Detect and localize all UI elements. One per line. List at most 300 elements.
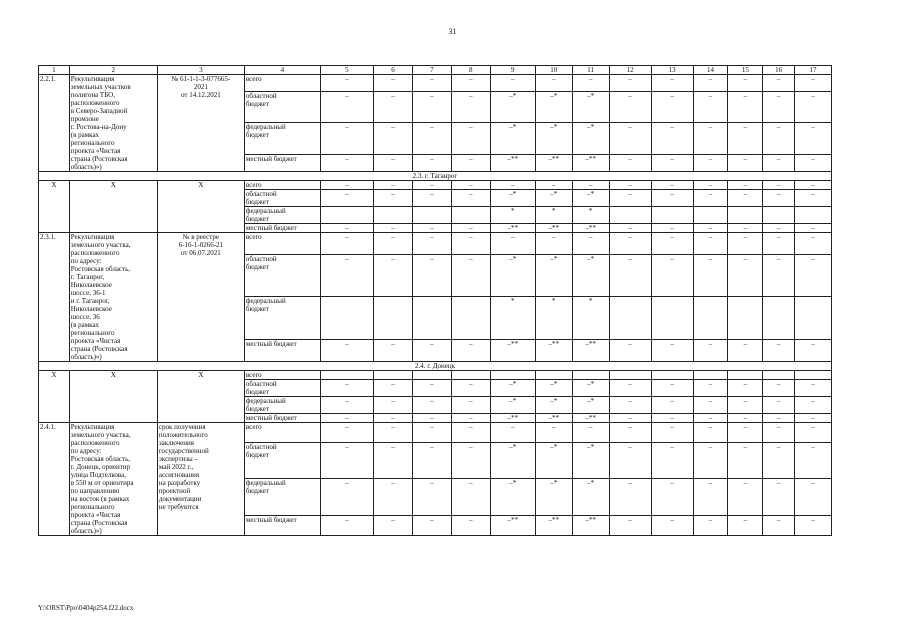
value-cell: – [451, 123, 490, 155]
value-cell: – [412, 516, 451, 536]
value-cell: – [763, 75, 795, 92]
value-cell: – [451, 414, 490, 423]
funding-source [244, 75, 320, 92]
column-number: 16 [763, 66, 795, 75]
value-cell: – [795, 123, 832, 155]
funding-source-line: бюджет [245, 487, 269, 496]
funding-source-line: местный бюджет [245, 339, 297, 348]
value-cell: –* [572, 255, 609, 297]
value-cell: – [535, 233, 572, 255]
value-cell: – [451, 181, 490, 190]
value-cell [795, 297, 832, 339]
value-cell: – [693, 91, 728, 123]
value-cell: – [651, 380, 693, 397]
value-cell: –* [490, 442, 535, 479]
item-name-line: регионального [70, 329, 115, 337]
funding-source-line: бюджет [245, 198, 269, 206]
value-cell: – [693, 155, 728, 172]
funding-source [244, 255, 320, 297]
value-cell: –* [572, 397, 609, 414]
item-name-line: область)») [70, 163, 102, 171]
item-reference-line: проектной [158, 487, 191, 495]
funding-source-line: местный бюджет [245, 516, 297, 525]
value-cell: – [795, 479, 832, 516]
item-reference-line: не требуются [158, 503, 199, 511]
value-cell: – [651, 233, 693, 255]
column-number: 1 [39, 66, 70, 75]
value-cell: – [651, 442, 693, 479]
item-name-line: и г. Таганрог, [70, 297, 110, 305]
item-reference-line: X [198, 181, 204, 189]
item-name-line: Рекультивация [70, 75, 115, 83]
value-cell [795, 371, 832, 380]
value-cell [320, 297, 373, 339]
value-cell: – [763, 155, 795, 172]
value-cell: – [728, 224, 763, 233]
value-cell: –** [535, 516, 572, 536]
funding-source-line: бюджет [245, 131, 269, 140]
value-cell: – [693, 516, 728, 536]
value-cell: –* [490, 190, 535, 207]
funding-source [244, 190, 320, 207]
value-cell: – [374, 190, 413, 207]
value-cell: – [795, 255, 832, 297]
item-reference-line: положительного [158, 431, 208, 439]
value-cell: – [795, 423, 832, 443]
item-name-line: область)») [70, 353, 102, 361]
value-cell: –* [535, 123, 572, 155]
item-reference [157, 371, 244, 423]
item-name-line: Рекультивация [70, 233, 115, 241]
column-number-row [39, 66, 832, 75]
value-cell [728, 371, 763, 380]
value-cell: –* [535, 255, 572, 297]
item-name [69, 233, 157, 362]
value-cell [693, 207, 728, 224]
value-cell: – [609, 397, 651, 414]
funding-source-line: бюджет [245, 450, 269, 459]
value-cell: – [374, 516, 413, 536]
item-name-line: г. Ростова-на-Дону [70, 123, 127, 131]
value-cell: – [795, 233, 832, 255]
value-cell: – [451, 91, 490, 123]
value-cell: * [572, 297, 609, 339]
value-cell: – [412, 380, 451, 397]
value-cell: – [412, 414, 451, 423]
item-name-line: по направлению [70, 487, 120, 495]
value-cell: – [763, 516, 795, 536]
value-cell [763, 371, 795, 380]
value-cell: – [651, 397, 693, 414]
column-number: 8 [451, 66, 490, 75]
value-cell: – [693, 75, 728, 92]
value-cell: – [412, 479, 451, 516]
value-cell: – [374, 123, 413, 155]
item-name-line: страна (Ростовская [70, 155, 128, 163]
item-name-line: шоссе, 36-1 [70, 289, 106, 297]
funding-source [244, 207, 320, 224]
value-cell: –* [535, 479, 572, 516]
value-cell: – [651, 423, 693, 443]
funding-source-line: местный бюджет [245, 155, 297, 164]
value-cell: – [374, 91, 413, 123]
value-cell: – [374, 442, 413, 479]
value-cell: – [320, 233, 373, 255]
value-cell: – [609, 233, 651, 255]
value-cell [693, 297, 728, 339]
value-cell: –* [535, 380, 572, 397]
value-cell: – [693, 414, 728, 423]
column-number: 7 [412, 66, 451, 75]
value-cell: – [651, 255, 693, 297]
value-cell [795, 207, 832, 224]
value-cell: – [728, 479, 763, 516]
value-cell [320, 207, 373, 224]
value-cell: – [451, 397, 490, 414]
item-name-line: земельных участков [70, 83, 131, 91]
value-cell: * [535, 207, 572, 224]
item-name [69, 181, 157, 233]
value-cell: – [572, 423, 609, 443]
value-cell: – [572, 181, 609, 190]
value-cell [728, 207, 763, 224]
value-cell: –** [490, 224, 535, 233]
value-cell: – [728, 397, 763, 414]
value-cell: – [795, 414, 832, 423]
funding-source [244, 155, 320, 172]
value-cell: – [609, 516, 651, 536]
value-cell: –** [490, 339, 535, 361]
budget-row [39, 181, 832, 190]
value-cell: – [795, 155, 832, 172]
value-cell: – [320, 423, 373, 443]
value-cell: – [763, 414, 795, 423]
value-cell: –* [572, 190, 609, 207]
value-cell: – [609, 414, 651, 423]
item-number: X [39, 371, 70, 423]
value-cell: –* [490, 479, 535, 516]
section-row [39, 172, 832, 181]
value-cell: – [609, 380, 651, 397]
value-cell: – [374, 155, 413, 172]
value-cell: –** [572, 224, 609, 233]
value-cell: – [320, 397, 373, 414]
value-cell: – [728, 380, 763, 397]
value-cell: – [763, 479, 795, 516]
value-cell: – [412, 181, 451, 190]
value-cell: – [651, 479, 693, 516]
value-cell [374, 297, 413, 339]
funding-source [244, 442, 320, 479]
value-cell: –* [572, 123, 609, 155]
value-cell [451, 371, 490, 380]
funding-source-line: федеральный [245, 397, 286, 405]
item-name-line: страна (Ростовская [70, 519, 128, 527]
item-name-line: X [110, 371, 116, 379]
funding-source-line: всего [245, 423, 262, 431]
value-cell: – [795, 91, 832, 123]
value-cell: – [412, 233, 451, 255]
item-reference [157, 181, 244, 233]
value-cell: – [320, 255, 373, 297]
value-cell: – [320, 155, 373, 172]
value-cell: – [763, 233, 795, 255]
item-reference-line: май 2022 г., [158, 463, 194, 471]
value-cell: – [693, 339, 728, 361]
value-cell: – [451, 516, 490, 536]
value-cell: – [320, 75, 373, 92]
budget-table [38, 65, 832, 536]
item-name-line: в 550 м от ориентира [70, 479, 134, 487]
value-cell: – [412, 75, 451, 92]
value-cell: – [651, 91, 693, 123]
value-cell [320, 371, 373, 380]
column-number: 9 [490, 66, 535, 75]
item-reference-line: X [198, 371, 204, 379]
value-cell: – [693, 255, 728, 297]
section-row [39, 362, 832, 371]
value-cell: – [451, 155, 490, 172]
item-name-line: регионального [70, 503, 115, 511]
column-number: 13 [651, 66, 693, 75]
value-cell: – [728, 123, 763, 155]
item-name-line: на восток (в рамках [70, 495, 130, 503]
value-cell: – [374, 414, 413, 423]
item-name-line: Рекультивация [70, 423, 115, 431]
value-cell [412, 297, 451, 339]
funding-source [244, 123, 320, 155]
value-cell: – [451, 224, 490, 233]
value-cell: – [320, 91, 373, 123]
value-cell: – [763, 224, 795, 233]
value-cell: – [795, 516, 832, 536]
column-number: 15 [728, 66, 763, 75]
value-cell: – [609, 339, 651, 361]
value-cell: – [374, 339, 413, 361]
value-cell [535, 371, 572, 380]
value-cell: – [693, 442, 728, 479]
column-number: 12 [609, 66, 651, 75]
value-cell: – [693, 181, 728, 190]
value-cell: – [651, 339, 693, 361]
item-reference-line: заключения [158, 439, 194, 447]
value-cell [490, 371, 535, 380]
value-cell: – [728, 181, 763, 190]
budget-row [39, 75, 832, 92]
value-cell: – [412, 224, 451, 233]
value-cell [412, 371, 451, 380]
item-name-line: в Северо-Западной [70, 107, 128, 115]
value-cell: – [374, 255, 413, 297]
value-cell: – [320, 414, 373, 423]
value-cell: – [651, 414, 693, 423]
value-cell: – [728, 414, 763, 423]
value-cell: –** [535, 414, 572, 423]
value-cell [412, 207, 451, 224]
item-name-line: расположенного [70, 249, 120, 257]
item-name-line: земельного участка, [70, 431, 131, 439]
funding-source-line: федеральный [245, 479, 286, 488]
value-cell: – [693, 123, 728, 155]
value-cell: – [374, 479, 413, 516]
item-reference [157, 75, 244, 172]
value-cell: –* [490, 380, 535, 397]
value-cell: – [763, 123, 795, 155]
value-cell: – [320, 339, 373, 361]
budget-row [39, 233, 832, 255]
value-cell: – [693, 224, 728, 233]
column-number: 2 [69, 66, 157, 75]
column-number: 14 [693, 66, 728, 75]
funding-source [244, 414, 320, 423]
item-reference-line: экспертизы – [158, 455, 198, 463]
value-cell: – [451, 423, 490, 443]
value-cell: – [693, 190, 728, 207]
value-cell: – [374, 224, 413, 233]
value-cell: – [728, 75, 763, 92]
value-cell [763, 297, 795, 339]
value-cell: – [609, 91, 651, 123]
value-cell [651, 297, 693, 339]
budget-row [39, 371, 832, 380]
value-cell: – [451, 479, 490, 516]
item-number: X [39, 181, 70, 233]
item-name [69, 423, 157, 536]
funding-source [244, 297, 320, 339]
value-cell: –** [490, 516, 535, 536]
item-name-line: г. Донецк, ориентир [70, 463, 130, 471]
value-cell: – [374, 233, 413, 255]
item-name-line: расположенного [70, 439, 120, 447]
value-cell: – [412, 91, 451, 123]
value-cell: –* [535, 91, 572, 123]
item-name-line: проекта «Чистая [70, 337, 121, 345]
funding-source-line: бюджет [245, 99, 269, 108]
value-cell [651, 207, 693, 224]
value-cell [693, 371, 728, 380]
funding-source-line: федеральный [245, 123, 286, 132]
funding-source-line: всего [245, 233, 262, 241]
value-cell [609, 297, 651, 339]
value-cell: –* [535, 397, 572, 414]
table-body [39, 66, 832, 536]
value-cell: – [320, 380, 373, 397]
value-cell: – [451, 339, 490, 361]
value-cell: – [728, 442, 763, 479]
value-cell: – [795, 339, 832, 361]
value-cell: – [535, 181, 572, 190]
item-reference [157, 423, 244, 536]
column-number: 11 [572, 66, 609, 75]
value-cell: * [572, 207, 609, 224]
funding-source-line: федеральный [245, 297, 286, 306]
item-reference-line: 6-16-1-0266-21 [178, 241, 224, 249]
value-cell: – [412, 255, 451, 297]
value-cell: – [320, 479, 373, 516]
value-cell: – [795, 442, 832, 479]
value-cell: – [374, 181, 413, 190]
value-cell: – [651, 123, 693, 155]
value-cell [572, 371, 609, 380]
item-name-line: Ростовская область, [70, 265, 131, 273]
item-reference-line: срок получения [158, 423, 206, 431]
value-cell: – [535, 423, 572, 443]
value-cell: – [374, 423, 413, 443]
value-cell [451, 207, 490, 224]
value-cell: * [535, 297, 572, 339]
funding-source [244, 479, 320, 516]
value-cell: – [728, 423, 763, 443]
column-number: 5 [320, 66, 373, 75]
value-cell: – [374, 75, 413, 92]
value-cell: – [763, 380, 795, 397]
funding-source [244, 339, 320, 361]
value-cell: – [763, 91, 795, 123]
value-cell: – [693, 479, 728, 516]
item-name-line: Николаевское [70, 305, 112, 313]
value-cell: – [763, 181, 795, 190]
value-cell [651, 371, 693, 380]
value-cell [374, 207, 413, 224]
funding-source-line: областной [245, 442, 277, 451]
value-cell: –* [490, 255, 535, 297]
item-reference-line: документации [158, 495, 202, 503]
item-name-line: расположенного [70, 99, 120, 107]
value-cell: –** [535, 339, 572, 361]
item-name-line: улица Подтелкова, [70, 471, 126, 479]
value-cell: – [609, 442, 651, 479]
funding-source-line: областной [245, 190, 277, 198]
item-number: 2.4.1. [39, 423, 70, 536]
value-cell: – [795, 397, 832, 414]
item-name-line: область)») [70, 527, 102, 535]
value-cell: – [728, 190, 763, 207]
value-cell: – [795, 181, 832, 190]
item-name [69, 371, 157, 423]
value-cell: – [412, 423, 451, 443]
column-number: 6 [374, 66, 413, 75]
value-cell: – [609, 190, 651, 207]
funding-source [244, 91, 320, 123]
funding-source-line: местный бюджет [245, 414, 297, 422]
item-reference-line: на разработку [158, 479, 201, 487]
item-name-line: проекта «Чистая [70, 147, 121, 155]
value-cell: – [728, 233, 763, 255]
value-cell: – [374, 397, 413, 414]
item-name-line: земельного участка, [70, 241, 131, 249]
value-cell [374, 371, 413, 380]
value-cell: * [490, 207, 535, 224]
item-reference-line: от 14.12.2021 [181, 91, 221, 99]
value-cell: – [651, 190, 693, 207]
value-cell: –* [490, 91, 535, 123]
value-cell [763, 207, 795, 224]
value-cell: – [412, 123, 451, 155]
value-cell: –* [490, 123, 535, 155]
funding-source [244, 423, 320, 443]
value-cell: – [609, 181, 651, 190]
value-cell: – [412, 339, 451, 361]
funding-source-line: бюджет [245, 263, 269, 272]
value-cell: – [320, 516, 373, 536]
value-cell: – [490, 233, 535, 255]
value-cell: – [728, 516, 763, 536]
value-cell: –* [572, 479, 609, 516]
value-cell: –* [572, 91, 609, 123]
value-cell: –** [572, 339, 609, 361]
item-name-line: регионального [70, 139, 115, 147]
section-title: 2.3. г. Таганрог [39, 172, 832, 181]
